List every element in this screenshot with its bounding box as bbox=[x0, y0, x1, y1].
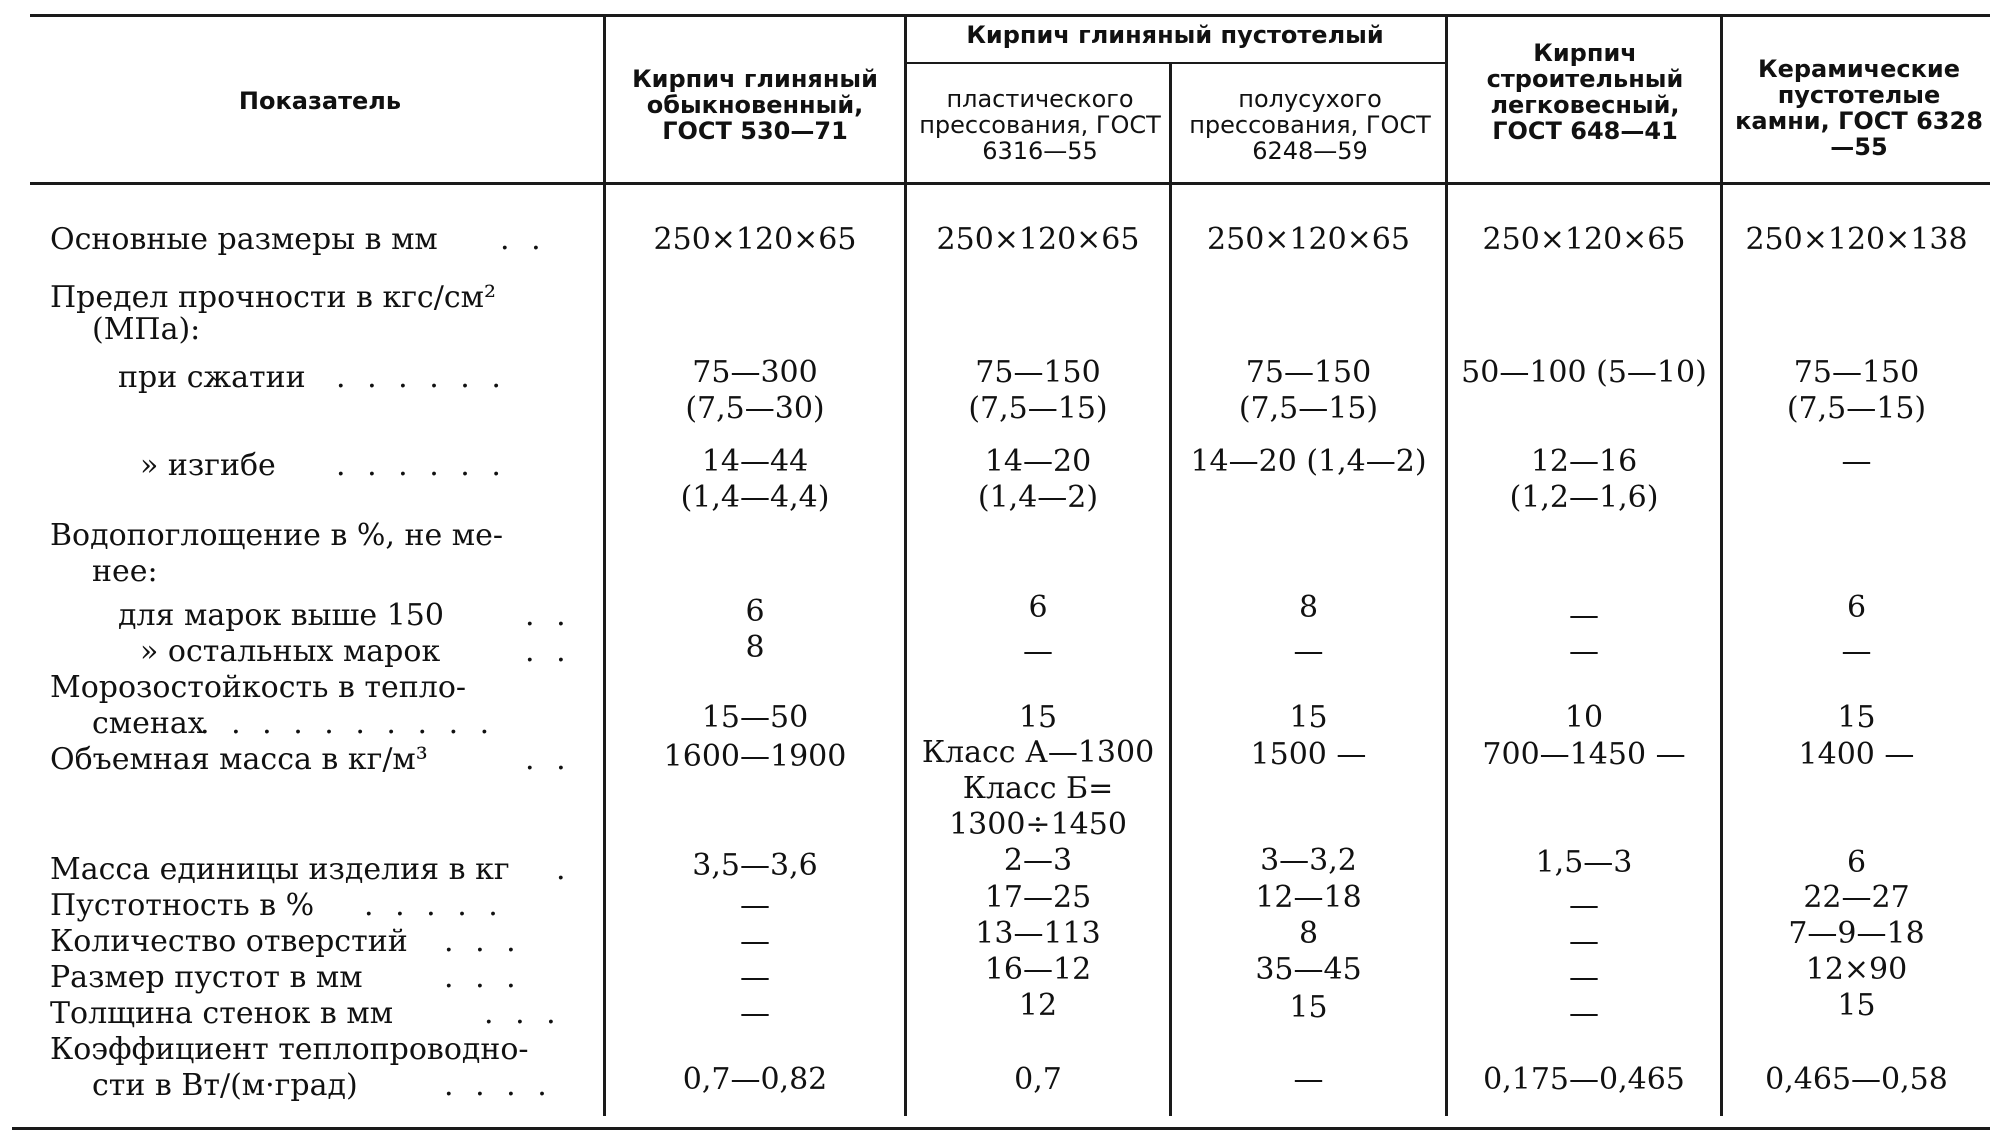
row-label-compression: при сжатии bbox=[118, 360, 306, 395]
cell-water-other-plastic: — bbox=[1023, 634, 1053, 669]
cell-void-size-ceramic: 12×90 bbox=[1805, 952, 1908, 987]
cell-void-size-plastic: 16—12 bbox=[984, 952, 1092, 987]
cell-dimensions-plastic: 250×120×65 bbox=[936, 222, 1140, 257]
cell-water-150-semidry: 8 bbox=[1298, 590, 1319, 625]
row-label-grades-above-150: для марок выше 150 bbox=[118, 598, 444, 633]
header-indicator: Показатель bbox=[238, 87, 402, 115]
cell-water-other-ordinary: 8 bbox=[745, 630, 765, 665]
leader-dots: . . . . . bbox=[364, 888, 504, 923]
cell-voidness-ceramic: 22—27 bbox=[1803, 880, 1910, 915]
cell-compression-light: 50—100 (5—10) bbox=[1461, 355, 1707, 390]
leader-dots: . . bbox=[525, 598, 572, 633]
cell-volume-semidry: 1500 — bbox=[1250, 737, 1367, 772]
row-label-wall-thickness: Толщина стенок в мм bbox=[50, 996, 394, 1031]
leader-dots: . . . . . . . . . . bbox=[200, 706, 496, 741]
row-label-strength-unit: (МПа): bbox=[92, 312, 201, 347]
cell-bending-light: 12—16 bbox=[1530, 444, 1638, 479]
cell-water-other-light: — bbox=[1569, 634, 1599, 669]
cell-unit-mass-light: 1,5—3 bbox=[1535, 845, 1633, 880]
cell-void-size-light: — bbox=[1569, 960, 1599, 995]
row-label-holes: Количество отверстий bbox=[50, 924, 408, 959]
cell-water-150-light: — bbox=[1569, 598, 1599, 633]
cell-water-other-semidry: — bbox=[1293, 634, 1324, 669]
cell-frost-semidry: 15 bbox=[1289, 700, 1328, 735]
cell-wall-plastic: 12 bbox=[1018, 988, 1058, 1023]
cell-compression-plastic: 75—150 bbox=[975, 355, 1101, 390]
cell-bending-ordinary-mpa: (1,4—4,4) bbox=[680, 480, 830, 515]
cell-holes-semidry: 8 bbox=[1298, 916, 1319, 951]
cell-water-other-ceramic: — bbox=[1841, 634, 1872, 669]
cell-unit-mass-ordinary: 3,5—3,6 bbox=[692, 848, 818, 883]
header-col-plastic: пластического прессования, ГОСТ 6316—55 bbox=[919, 85, 1161, 165]
row-label-volume-mass: Объемная масса в кг/м³ bbox=[50, 742, 428, 777]
cell-compression-semidry: 75—150 bbox=[1245, 355, 1372, 390]
leader-dots: . . . bbox=[484, 996, 562, 1031]
cell-compression-ordinary: 75—300 bbox=[692, 355, 818, 390]
leader-dots: . . . . . . bbox=[336, 448, 507, 483]
cell-water-150-ordinary: 6 bbox=[745, 594, 765, 629]
cell-volume-ordinary: 1600—1900 bbox=[663, 739, 847, 774]
cell-holes-light: — bbox=[1569, 924, 1599, 959]
row-label-unit-mass: Масса единицы изделия в кг bbox=[50, 852, 510, 887]
cell-compression-ceramic-mpa: (7,5—15) bbox=[1786, 391, 1927, 426]
cell-bending-semidry: 14—20 (1,4—2) bbox=[1190, 444, 1427, 479]
cell-conductivity-plastic: 0,7 bbox=[1014, 1062, 1062, 1097]
row-label-conductivity: Коэффициент теплопроводно- bbox=[50, 1032, 529, 1067]
leader-dots: . . . . bbox=[444, 1068, 553, 1103]
cell-compression-ceramic: 75—150 bbox=[1793, 355, 1920, 390]
leader-dots: . . bbox=[500, 222, 547, 257]
cell-dimensions-semidry: 250×120×65 bbox=[1207, 222, 1410, 257]
cell-unit-mass-ceramic: 6 bbox=[1846, 845, 1867, 880]
header-col-semidry: полусухого прессования, ГОСТ 6248—59 bbox=[1189, 85, 1431, 165]
cell-wall-light: — bbox=[1569, 996, 1599, 1031]
cell-frost-ordinary: 15—50 bbox=[701, 700, 809, 735]
cell-compression-semidry-mpa: (7,5—15) bbox=[1238, 391, 1379, 426]
leader-dots: . . bbox=[525, 634, 572, 669]
cell-dimensions-ceramic: 250×120×138 bbox=[1745, 222, 1968, 257]
cell-volume-light: 700—1450 — bbox=[1482, 737, 1686, 772]
cell-voidness-light: — bbox=[1569, 888, 1599, 923]
leader-dots: . . bbox=[525, 742, 572, 777]
cell-holes-ceramic: 7—9—18 bbox=[1788, 916, 1925, 951]
leader-dots: . . . bbox=[444, 960, 522, 995]
leader-dots: . . . bbox=[444, 924, 522, 959]
cell-holes-plastic: 13—113 bbox=[975, 916, 1101, 951]
row-label-water: Водопоглощение в %, не ме- bbox=[50, 518, 503, 553]
row-label-strength: Предел прочности в кгс/см² bbox=[50, 280, 496, 315]
cell-volume-plastic-class-a: Класс А—1300 bbox=[921, 735, 1155, 770]
cell-water-150-plastic: 6 bbox=[1028, 590, 1048, 625]
row-label-dimensions: Основные размеры в мм bbox=[50, 222, 438, 257]
leader-dots: . bbox=[556, 852, 572, 887]
cell-conductivity-light: 0,175—0,465 bbox=[1483, 1062, 1685, 1097]
cell-unit-mass-semidry: 3—3,2 bbox=[1260, 843, 1357, 878]
cell-dimensions-light: 250×120×65 bbox=[1482, 222, 1686, 257]
cell-compression-plastic-mpa: (7,5—15) bbox=[968, 391, 1108, 426]
row-label-water-cont: нее: bbox=[92, 554, 158, 589]
cell-unit-mass-plastic: 2—3 bbox=[1003, 843, 1073, 878]
cell-water-150-ceramic: 6 bbox=[1846, 590, 1867, 625]
cell-dimensions-ordinary: 250×120×65 bbox=[653, 222, 857, 257]
group-underline bbox=[906, 62, 1445, 64]
table-top-rule bbox=[30, 14, 1990, 17]
cell-holes-ordinary: — bbox=[740, 924, 770, 959]
cell-conductivity-semidry: — bbox=[1293, 1062, 1324, 1097]
cell-voidness-plastic: 17—25 bbox=[984, 880, 1092, 915]
leader-dots: . . . . . . bbox=[336, 360, 507, 395]
table-bottom-rule bbox=[12, 1127, 1990, 1130]
row-label-voidness: Пустотность в % bbox=[50, 888, 315, 923]
cell-void-size-semidry: 35—45 bbox=[1255, 952, 1362, 987]
cell-void-size-ordinary: — bbox=[740, 960, 770, 995]
cell-volume-plastic-class-b-range: 1300÷1450 bbox=[949, 807, 1127, 842]
cell-bending-ceramic: — bbox=[1841, 444, 1872, 479]
row-label-frost-cont: сменах bbox=[92, 706, 205, 741]
cell-wall-semidry: 15 bbox=[1289, 990, 1328, 1025]
header-group-hollow: Кирпич глиняный пустотелый bbox=[966, 21, 1384, 49]
header-bottom-rule bbox=[30, 182, 1990, 185]
cell-conductivity-ceramic: 0,465—0,58 bbox=[1765, 1062, 1948, 1097]
cell-volume-ceramic: 1400 — bbox=[1798, 737, 1915, 772]
cell-frost-ceramic: 15 bbox=[1837, 700, 1876, 735]
cell-wall-ordinary: — bbox=[740, 996, 770, 1031]
header-col-light: Кирпич строительный легковесный, ГОСТ 648—41 bbox=[1486, 39, 1684, 145]
row-label-frost: Морозостойкость в тепло- bbox=[50, 670, 467, 705]
cell-voidness-ordinary: — bbox=[740, 888, 770, 923]
cell-bending-plastic-mpa: (1,4—2) bbox=[977, 480, 1099, 515]
cell-bending-ordinary: 14—44 bbox=[701, 444, 809, 479]
cell-compression-ordinary-mpa: (7,5—30) bbox=[685, 391, 825, 426]
row-label-other-grades: » остальных марок bbox=[140, 634, 441, 669]
header-col-ceramic: Керамические пустотелые камни, ГОСТ 6328—55 bbox=[1735, 55, 1983, 161]
row-label-bending: » изгибе bbox=[140, 448, 276, 483]
cell-wall-ceramic: 15 bbox=[1837, 988, 1876, 1023]
cell-frost-plastic: 15 bbox=[1018, 700, 1058, 735]
cell-bending-light-mpa: (1,2—1,6) bbox=[1509, 480, 1659, 515]
cell-bending-plastic: 14—20 bbox=[984, 444, 1092, 479]
cell-frost-light: 10 bbox=[1564, 700, 1604, 735]
row-label-conductivity-cont: сти в Вт/(м·град) bbox=[92, 1068, 358, 1103]
cell-conductivity-ordinary: 0,7—0,82 bbox=[682, 1062, 828, 1097]
cell-volume-plastic-class-b: Класс Б= bbox=[962, 771, 1114, 806]
cell-voidness-semidry: 12—18 bbox=[1255, 880, 1362, 915]
row-label-void-size: Размер пустот в мм bbox=[50, 960, 363, 995]
header-col-ordinary: Кирпич глиняный обыкновенный, ГОСТ 530—71 bbox=[632, 65, 878, 145]
